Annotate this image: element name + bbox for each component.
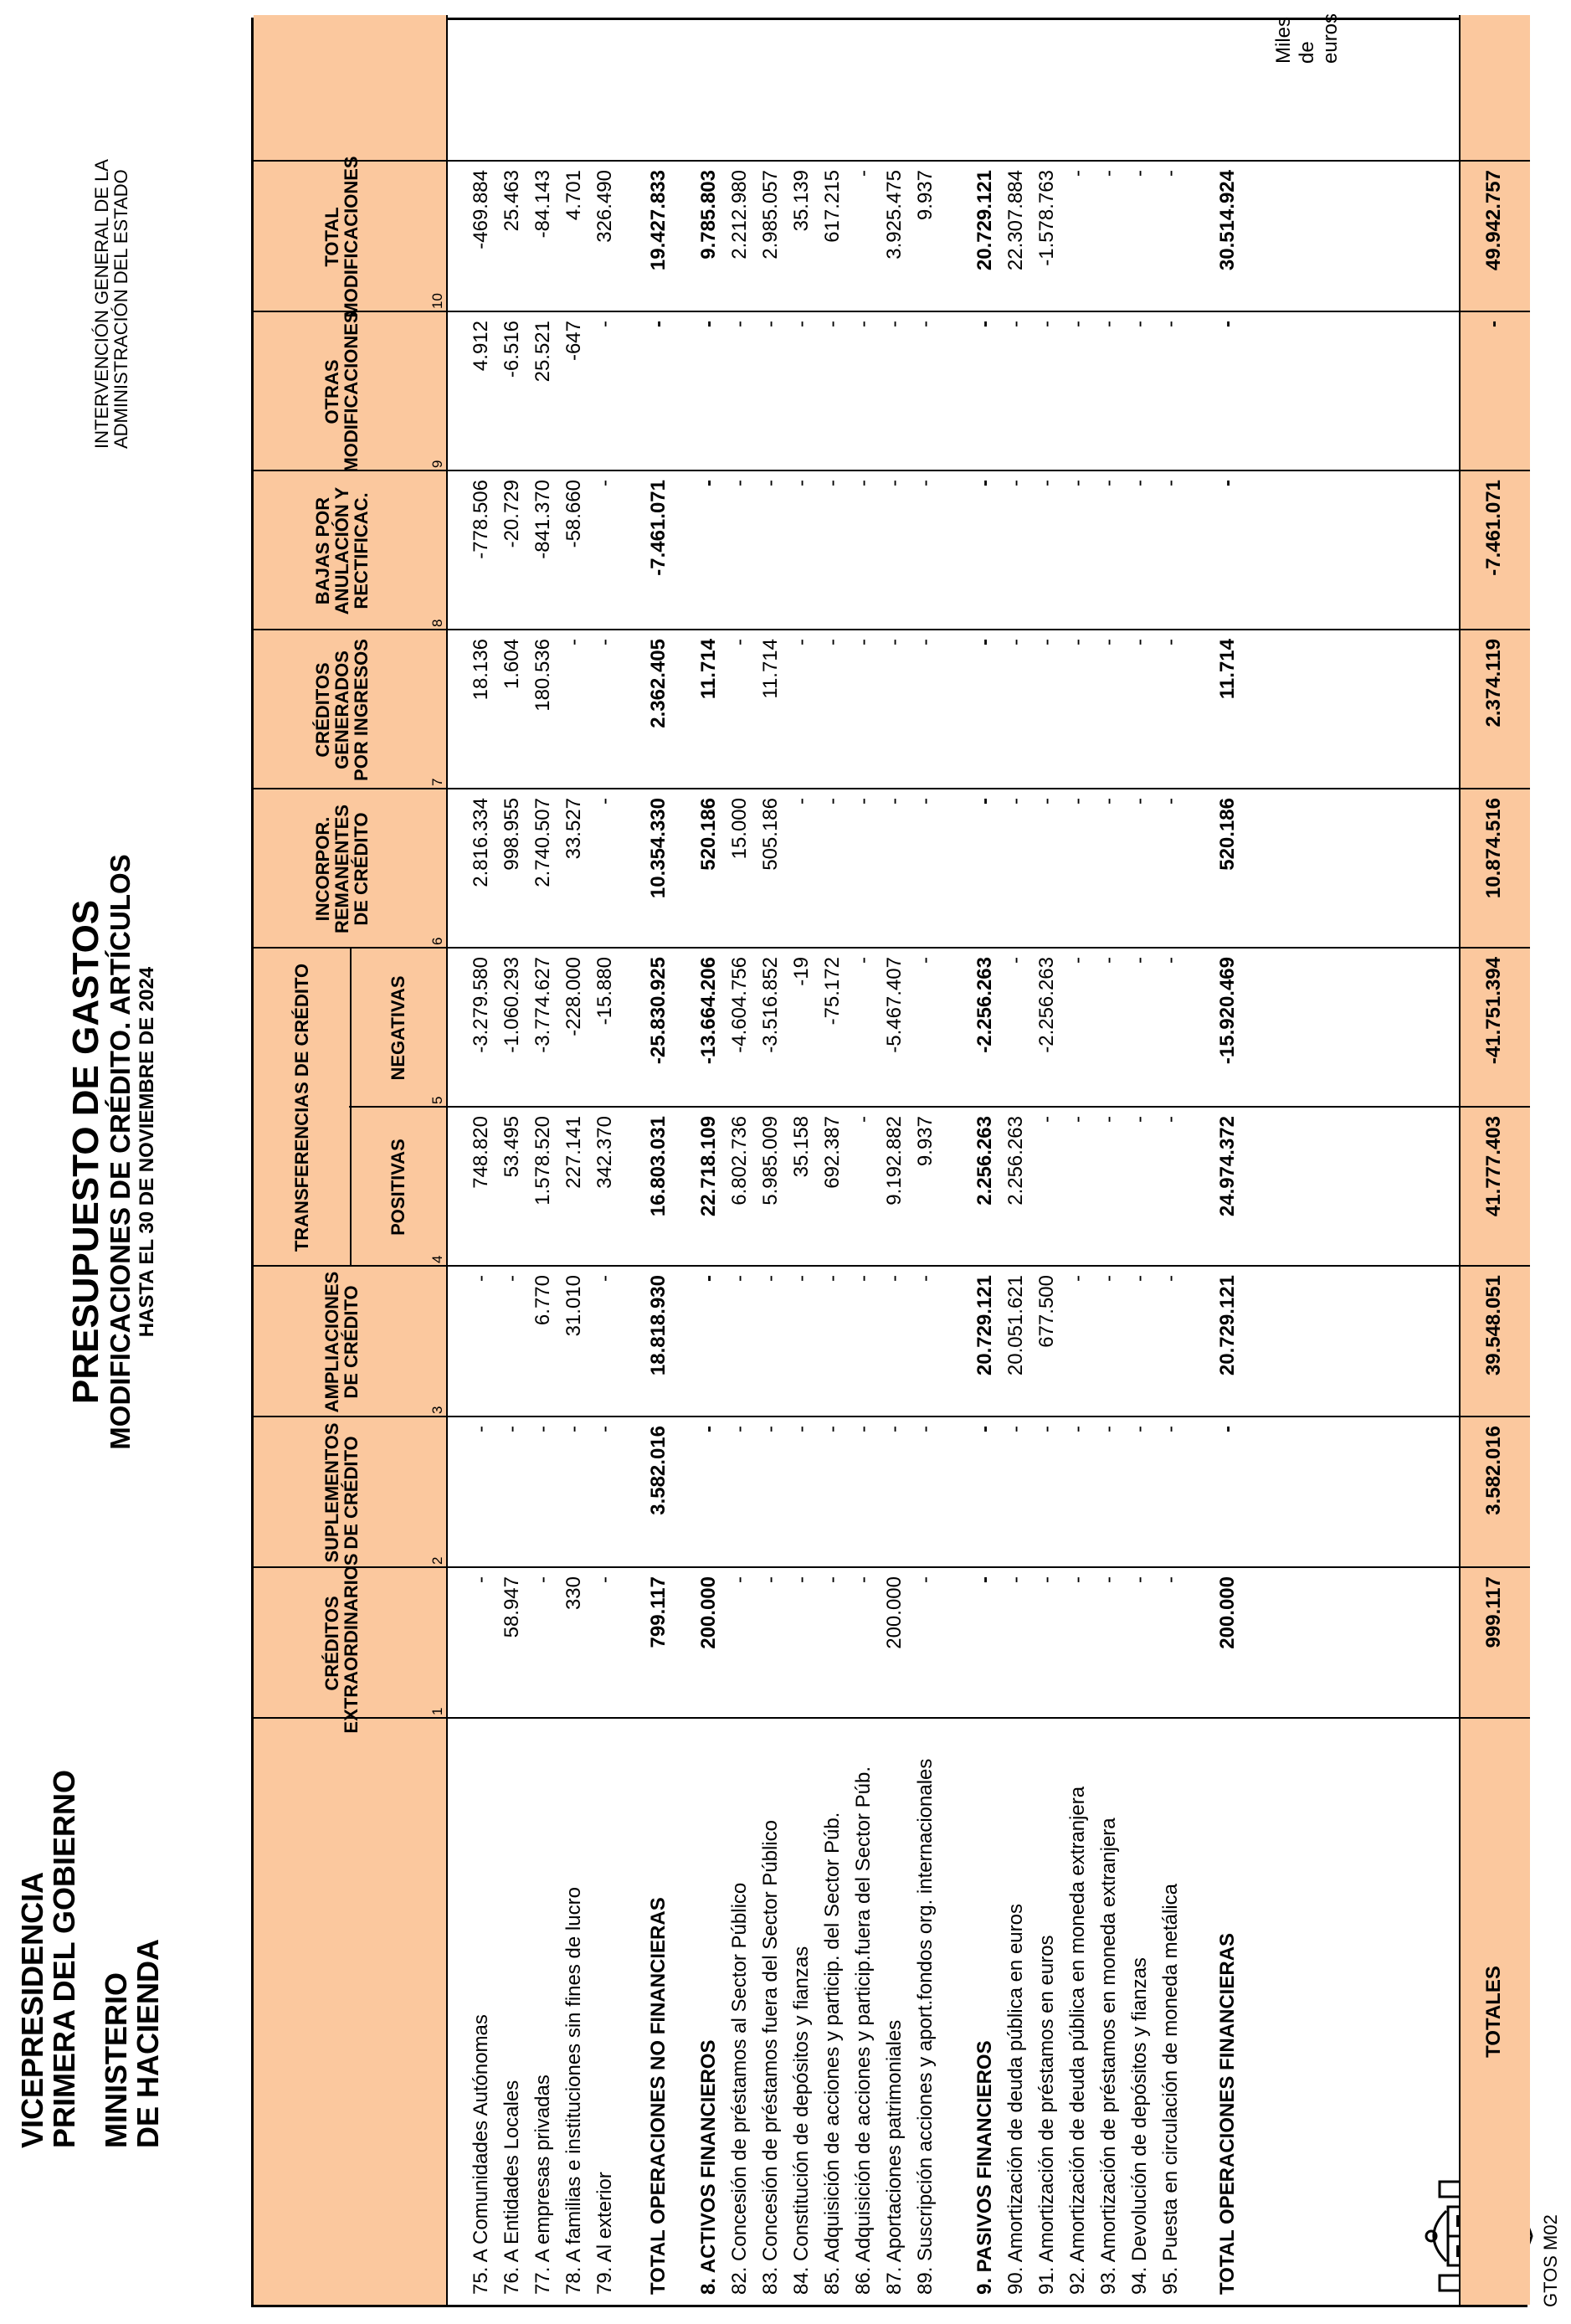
cell-value: - <box>728 1275 751 1282</box>
cell-value: -13.664.206 <box>697 957 720 1065</box>
cell-value: -15.880 <box>593 957 616 1026</box>
cell-value: - <box>1035 480 1058 486</box>
row-label: 83. Concesión de préstamos fuera del Sector Público <box>759 1820 782 2295</box>
header-bottom-line <box>446 15 448 2305</box>
cell-value: - <box>1035 1426 1058 1432</box>
cell-value: 6.770 <box>531 1275 554 1326</box>
cell-value: - <box>697 1426 720 1432</box>
column-number: 6 <box>429 937 445 945</box>
cell-value: - <box>1128 1116 1151 1123</box>
cell-value: - <box>1128 639 1151 645</box>
column-header-5: NEGATIVAS <box>388 975 408 1081</box>
cell-value: 520.186 <box>697 798 720 871</box>
cell-value: 677.500 <box>1035 1275 1058 1348</box>
cell-value: - <box>852 480 875 486</box>
totals-value: -7.461.071 <box>1482 480 1505 576</box>
column-header-7: CRÉDITOS GENERADOS POR INGRESOS <box>311 639 372 781</box>
row-label: 78. A familias e instituciones sin fines de lucro <box>562 1887 585 2295</box>
totals-value: 3.582.016 <box>1482 1426 1505 1515</box>
cell-value: -778.506 <box>470 480 492 559</box>
cell-value: - <box>973 798 996 805</box>
column-number: 10 <box>429 293 445 309</box>
ministry-name <box>100 1939 164 2148</box>
cell-value: - <box>1066 639 1089 645</box>
cell-value: - <box>1066 798 1089 805</box>
cell-value: - <box>1097 321 1120 327</box>
cell-value: - <box>852 639 875 645</box>
cell-value: - <box>1004 480 1027 486</box>
report-date: HASTA EL 30 DE NOVIEMBRE DE 2024 <box>136 966 158 1338</box>
cell-value: - <box>1097 170 1120 177</box>
cell-value: 11.714 <box>697 639 720 700</box>
cell-value: - <box>1159 1576 1182 1583</box>
totals-top-line <box>1459 15 1461 2305</box>
cell-value: - <box>883 480 906 486</box>
cell-value: 2.816.334 <box>470 798 492 887</box>
row-label: 91. Amortización de préstamos en euros <box>1035 1935 1058 2295</box>
cell-value: - <box>821 639 844 645</box>
totals-value: 2.374.119 <box>1482 639 1505 728</box>
cell-value: - <box>1004 1576 1027 1583</box>
cell-value: 35.139 <box>790 170 813 232</box>
cell-value: - <box>1097 1426 1120 1432</box>
cell-value: 25.521 <box>531 321 554 383</box>
cell-value: - <box>1066 321 1089 327</box>
cell-value: 30.514.924 <box>1216 170 1239 271</box>
column-number: 1 <box>429 1707 445 1715</box>
totals-value: 39.548.051 <box>1482 1275 1505 1376</box>
cell-value: -1.060.293 <box>501 957 523 1053</box>
column-number: 7 <box>429 778 445 786</box>
cell-value: -15.920.469 <box>1216 957 1239 1065</box>
cell-value: - <box>531 1426 554 1432</box>
column-number: 8 <box>429 619 445 627</box>
cell-value: 20.729.121 <box>973 1275 996 1376</box>
cell-value: - <box>1066 170 1089 177</box>
cell-value: - <box>821 798 844 805</box>
cell-value: - <box>1128 480 1151 486</box>
row-label: TOTAL OPERACIONES NO FINANCIERAS <box>647 1897 670 2295</box>
cell-value: 20.729.121 <box>973 170 996 271</box>
cell-value: - <box>728 639 751 645</box>
org-line-2: PRIMERA DEL GOBIERNO <box>47 1769 81 2148</box>
cell-value: - <box>1159 480 1182 486</box>
cell-value: -75.172 <box>821 957 844 1026</box>
cell-value: 748.820 <box>470 1116 492 1189</box>
org-line-1: VICEPRESIDENCIA <box>15 1871 49 2148</box>
cell-value: - <box>759 1275 782 1282</box>
column-number: 3 <box>429 1406 445 1414</box>
totals-value: 10.874.516 <box>1482 798 1505 899</box>
row-label: 95. Puesta en circulación de moneda metálica <box>1159 1884 1182 2295</box>
row-label: 84. Constitución de depósitos y fianzas <box>790 1946 813 2295</box>
cell-value: - <box>973 639 996 645</box>
cell-value: 9.785.803 <box>697 170 720 260</box>
cell-value: - <box>728 480 751 486</box>
cell-value: - <box>647 321 670 327</box>
cell-value: - <box>759 1576 782 1583</box>
row-label: 94. Devolución de depósitos y fianzas <box>1128 1957 1151 2295</box>
cell-value: - <box>1035 639 1058 645</box>
row-label: 92. Amortización de deuda pública en moneda extranjera <box>1066 1786 1089 2295</box>
column-header-4: POSITIVAS <box>388 1139 408 1236</box>
cell-value: - <box>593 1576 616 1583</box>
cell-value: -20.729 <box>501 480 523 548</box>
cell-value: - <box>1216 480 1239 486</box>
cell-value: - <box>790 480 813 486</box>
cell-value: - <box>1097 798 1120 805</box>
cell-value: - <box>973 1576 996 1583</box>
cell-value: - <box>728 1426 751 1432</box>
column-header-2: SUPLEMENTOS DE CRÉDITO <box>321 1422 362 1563</box>
column-header-6: INCORPOR. REMANENTES DE CRÉDITO <box>311 805 372 934</box>
cell-value: 1.604 <box>501 639 523 690</box>
cell-value: - <box>1159 170 1182 177</box>
cell-value: - <box>531 1576 554 1583</box>
cell-value: 15.000 <box>728 798 751 860</box>
cell-value: - <box>697 480 720 486</box>
cell-value: -3.774.627 <box>531 957 554 1053</box>
cell-value: - <box>852 1426 875 1432</box>
cell-value: - <box>1128 170 1151 177</box>
cell-value: -647 <box>562 321 585 362</box>
cell-value: - <box>1159 1426 1182 1432</box>
cell-value: - <box>1097 957 1120 964</box>
row-label: 76. A Entidades Locales <box>501 2080 523 2295</box>
cell-value: 180.536 <box>531 639 554 712</box>
cell-value: - <box>1004 798 1027 805</box>
cell-value: - <box>1035 798 1058 805</box>
report-subtitle: MODIFICACIONES DE CRÉDITO. ARTÍCULOS <box>105 854 136 1450</box>
cell-value: - <box>1004 1426 1027 1432</box>
agency-line-2: ADMINISTRACIÓN DEL ESTADO <box>110 169 131 449</box>
column-number: 9 <box>429 460 445 468</box>
cell-value: - <box>1066 480 1089 486</box>
cell-value: -5.467.407 <box>883 957 906 1053</box>
cell-value: - <box>470 1576 492 1583</box>
cell-value: - <box>1066 1275 1089 1282</box>
cell-value: - <box>852 170 875 177</box>
cell-value: - <box>1066 957 1089 964</box>
cell-value: - <box>821 480 844 486</box>
cell-value: 692.387 <box>821 1116 844 1189</box>
cell-value: 617.215 <box>821 170 844 243</box>
cell-value: 342.370 <box>593 1116 616 1189</box>
form-code: GTOS M02 <box>1540 2214 1561 2307</box>
cell-value: 24.974.372 <box>1216 1116 1239 1217</box>
ministry-line-2: DE HACIENDA <box>131 1938 165 2148</box>
cell-value: 35.158 <box>790 1116 813 1178</box>
cell-value: - <box>914 957 937 964</box>
cell-value: -58.660 <box>562 480 585 548</box>
cell-value: - <box>1066 1426 1089 1432</box>
government-office <box>17 1770 80 2148</box>
row-label: 79. Al exterior <box>593 2172 616 2295</box>
column-header-3: AMPLIACIONES DE CRÉDITO <box>321 1271 362 1413</box>
totals-value: 49.942.757 <box>1482 170 1505 271</box>
cell-value: - <box>1128 1275 1151 1282</box>
column-header-8: BAJAS POR ANULACIÓN Y RECTIFICAC. <box>311 486 372 615</box>
cell-value: 2.985.057 <box>759 170 782 260</box>
cell-value: 200.000 <box>883 1576 906 1649</box>
cell-value: - <box>790 1275 813 1282</box>
row-label: 93. Amortización de préstamos en moneda extranjera <box>1097 1818 1120 2295</box>
cell-value: - <box>593 1275 616 1282</box>
cell-value: - <box>914 639 937 645</box>
cell-value: - <box>470 1426 492 1432</box>
cell-value: - <box>1216 1426 1239 1432</box>
cell-value: 505.186 <box>759 798 782 871</box>
cell-value: - <box>562 1426 585 1432</box>
cell-value: - <box>883 1426 906 1432</box>
cell-value: - <box>593 639 616 645</box>
cell-value: - <box>790 1576 813 1583</box>
cell-value: - <box>973 480 996 486</box>
cell-value: 22.307.884 <box>1004 170 1027 271</box>
totals-value: - <box>1482 321 1505 327</box>
cell-value: 2.256.263 <box>973 1116 996 1206</box>
cell-value: 22.718.109 <box>697 1116 720 1217</box>
cell-value: - <box>883 639 906 645</box>
cell-value: 227.141 <box>562 1116 585 1189</box>
cell-value: 326.490 <box>593 170 616 243</box>
cell-value: 20.729.121 <box>1216 1275 1239 1376</box>
cell-value: - <box>501 1426 523 1432</box>
column-number: 4 <box>429 1255 445 1263</box>
cell-value: - <box>1097 480 1120 486</box>
cell-value: - <box>1035 1116 1058 1123</box>
cell-value: - <box>790 1426 813 1432</box>
cell-value: - <box>852 957 875 964</box>
cell-value: -3.279.580 <box>470 957 492 1053</box>
cell-value: 11.714 <box>1216 639 1239 700</box>
units-label: Miles de euros <box>1272 13 1342 64</box>
cell-value: - <box>1004 321 1027 327</box>
cell-value: 33.527 <box>562 798 585 860</box>
row-label: TOTAL OPERACIONES FINANCIERAS <box>1216 1932 1239 2295</box>
ministry-line-1: MINISTERIO <box>99 1972 133 2148</box>
cell-value: -4.604.756 <box>728 957 751 1053</box>
row-label: 86. Adquisición de acciones y particip.fuera del Sector Púb. <box>852 1766 875 2295</box>
cell-value: - <box>1159 798 1182 805</box>
cell-value: 9.937 <box>914 170 937 221</box>
cell-value: 2.212.980 <box>728 170 751 260</box>
cell-value: 200.000 <box>1216 1576 1239 1649</box>
report-title-block <box>67 566 159 1738</box>
agency-name <box>92 159 131 449</box>
cell-value: - <box>852 1116 875 1123</box>
cell-value: - <box>1035 1576 1058 1583</box>
cell-value: 2.256.263 <box>1004 1116 1027 1206</box>
row-label: 85. Adquisición de acciones y particip. del Sector Púb. <box>821 1812 844 2295</box>
column-number: 5 <box>429 1096 445 1104</box>
cell-value: - <box>852 321 875 327</box>
cell-value: - <box>790 639 813 645</box>
cell-value: - <box>1159 639 1182 645</box>
cell-value: - <box>883 321 906 327</box>
cell-value: 6.802.736 <box>728 1116 751 1206</box>
cell-value: -2.256.263 <box>1035 957 1058 1053</box>
cell-value: - <box>883 798 906 805</box>
cell-value: - <box>562 639 585 645</box>
column-header-1: CRÉDITOS EXTRAORDINARIOS <box>321 1553 362 1734</box>
report-title: PRESUPUESTO DE GASTOS <box>65 899 106 1405</box>
cell-value: 1.578.520 <box>531 1116 554 1206</box>
cell-value: - <box>1097 639 1120 645</box>
cell-value: - <box>759 1426 782 1432</box>
cell-value: - <box>759 321 782 327</box>
cell-value: - <box>1128 957 1151 964</box>
row-label: 87. Aportaciones patrimoniales <box>883 2019 906 2295</box>
cell-value: - <box>914 1426 937 1432</box>
cell-value: 58.947 <box>501 1576 523 1638</box>
cell-value: - <box>1066 1116 1089 1123</box>
cell-value: - <box>914 1576 937 1583</box>
cell-value: - <box>1128 1576 1151 1583</box>
cell-value: - <box>914 1275 937 1282</box>
cell-value: 20.051.621 <box>1004 1275 1027 1376</box>
cell-value: -84.143 <box>531 170 554 239</box>
cell-value: - <box>914 480 937 486</box>
cell-value: 53.495 <box>501 1116 523 1178</box>
cell-value: - <box>1035 321 1058 327</box>
cell-value: - <box>759 480 782 486</box>
cell-value: - <box>821 1426 844 1432</box>
row-label: 75. A Comunidades Autónomas <box>470 2014 492 2295</box>
cell-value: 18.818.930 <box>647 1275 670 1376</box>
cell-value: - <box>883 1275 906 1282</box>
cell-value: 5.985.009 <box>759 1116 782 1206</box>
row-label: 77. A empresas privadas <box>531 2075 554 2295</box>
cell-value: - <box>852 1576 875 1583</box>
cell-value: -841.370 <box>531 480 554 559</box>
cell-value: -469.884 <box>470 170 492 249</box>
cell-value: 330 <box>562 1576 585 1611</box>
cell-value: 2.362.405 <box>647 639 670 728</box>
modifications-table <box>251 18 1527 2307</box>
cell-value: - <box>1128 798 1151 805</box>
cell-value: -7.461.071 <box>647 480 670 576</box>
cell-value: - <box>593 798 616 805</box>
cell-value: - <box>852 798 875 805</box>
column-header-9: OTRAS MODIFICACIONES <box>321 311 362 473</box>
totals-value: 41.777.403 <box>1482 1116 1505 1217</box>
cell-value: - <box>1097 1116 1120 1123</box>
cell-value: - <box>1159 321 1182 327</box>
cell-value: 2.740.507 <box>531 798 554 887</box>
totals-value: -41.751.394 <box>1482 957 1505 1065</box>
cell-value: - <box>501 1275 523 1282</box>
cell-value: - <box>790 321 813 327</box>
cell-value: - <box>728 1576 751 1583</box>
cell-value: 200.000 <box>697 1576 720 1649</box>
cell-value: - <box>1159 957 1182 964</box>
cell-value: - <box>973 321 996 327</box>
cell-value: - <box>593 321 616 327</box>
column-header-10: TOTAL MODIFICACIONES <box>321 156 362 318</box>
totals-label: TOTALES <box>1482 1966 1505 2058</box>
cell-value: - <box>914 321 937 327</box>
cell-value: -228.000 <box>562 957 585 1036</box>
cell-value: - <box>1097 1275 1120 1282</box>
cell-value: - <box>1066 1576 1089 1583</box>
cell-value: 3.925.475 <box>883 170 906 260</box>
cell-value: - <box>1159 1116 1182 1123</box>
cell-value: 31.010 <box>562 1275 585 1337</box>
cell-value: - <box>1004 639 1027 645</box>
cell-value: - <box>470 1275 492 1282</box>
cell-value: 18.136 <box>470 639 492 701</box>
column-divider <box>254 160 1530 162</box>
column-number: 2 <box>429 1556 445 1565</box>
cell-value: - <box>914 798 937 805</box>
row-label: 90. Amortización de deuda pública en euros <box>1004 1904 1027 2295</box>
cell-value: - <box>973 1426 996 1432</box>
cell-value: 16.803.031 <box>647 1116 670 1217</box>
cell-value: 25.463 <box>501 170 523 232</box>
cell-value: 19.427.833 <box>647 170 670 271</box>
cell-value: -1.578.763 <box>1035 170 1058 266</box>
cell-value: - <box>697 321 720 327</box>
cell-value: - <box>728 321 751 327</box>
row-label: 82. Concesión de préstamos al Sector Público <box>728 1882 751 2295</box>
cell-value: 520.186 <box>1216 798 1239 871</box>
cell-value: - <box>852 1275 875 1282</box>
row-label: 9. PASIVOS FINANCIEROS <box>973 2040 996 2295</box>
cell-value: 799.117 <box>647 1576 670 1648</box>
cell-value: -2.256.263 <box>973 957 996 1053</box>
transfer-group-header: TRANSFERENCIAS DE CRÉDITO <box>291 963 312 1252</box>
cell-value: - <box>821 1275 844 1282</box>
cell-value: -19 <box>790 957 813 986</box>
cell-value: -25.830.925 <box>647 957 670 1065</box>
agency-line-1: INTERVENCIÓN GENERAL DE LA <box>91 159 112 449</box>
cell-value: - <box>697 1275 720 1282</box>
cell-value: - <box>790 798 813 805</box>
cell-value: 9.192.882 <box>883 1116 906 1206</box>
cell-value: - <box>821 1576 844 1583</box>
row-label: 8. ACTIVOS FINANCIEROS <box>697 2039 720 2295</box>
cell-value: - <box>1097 1576 1120 1583</box>
cell-value: - <box>1159 1275 1182 1282</box>
cell-value: 3.582.016 <box>647 1426 670 1515</box>
cell-value: - <box>1128 1426 1151 1432</box>
cell-value: 9.937 <box>914 1116 937 1167</box>
cell-value: 11.714 <box>759 639 782 699</box>
cell-value: 998.955 <box>501 798 523 871</box>
cell-value: - <box>1128 321 1151 327</box>
cell-value: - <box>593 1426 616 1432</box>
cell-value: 4.912 <box>470 321 492 372</box>
cell-value: -3.516.852 <box>759 957 782 1053</box>
cell-value: - <box>1004 957 1027 964</box>
totals-value: 999.117 <box>1482 1576 1505 1648</box>
cell-value: 4.701 <box>562 170 585 221</box>
cell-value: -6.516 <box>501 321 523 378</box>
cell-value: - <box>821 321 844 327</box>
cell-value: - <box>593 480 616 486</box>
row-label: 89. Suscripción acciones y aport.fondos org. internacionales <box>914 1758 937 2295</box>
cell-value: - <box>1216 321 1239 327</box>
cell-value: 10.354.330 <box>647 798 670 899</box>
